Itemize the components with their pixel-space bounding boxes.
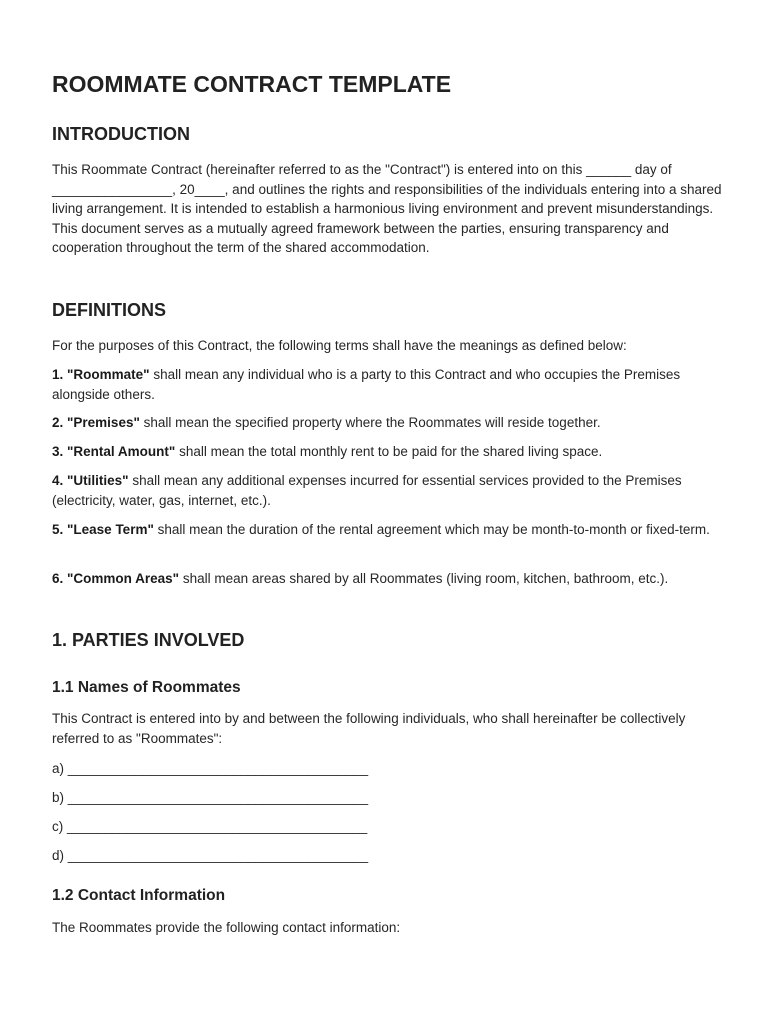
document-title: ROOMMATE CONTRACT TEMPLATE	[52, 71, 452, 97]
names-of-roommates-heading: 1.1 Names of Roommates	[52, 679, 241, 696]
contact-information-heading: 1.2 Contact Information	[52, 887, 226, 904]
roommate-blank-d: d) ________________________________________	[52, 848, 369, 863]
definition-text: shall mean any additional expenses incurred for essential services provided to the Premises (electricity, water, gas, internet, etc.).	[52, 473, 682, 508]
definition-item-roommate	[52, 365, 722, 404]
roommate-blank-a: a) ________________________________________	[52, 761, 369, 776]
definition-term: 2. "Premises"	[52, 415, 140, 430]
names-of-roommates-body: This Contract is entered into by and between the following individuals, who shall hereinafter be collectively referred to as "Roommates":	[52, 711, 686, 746]
definition-term: 1. "Roommate"	[52, 367, 150, 382]
definition-item-premises	[52, 413, 722, 433]
definition-text: shall mean the total monthly rent to be paid for the shared living space.	[175, 444, 603, 459]
definition-term: 3. "Rental Amount"	[52, 444, 176, 459]
definition-text: shall mean any individual who is a party to this Contract and who occupies the Premises alongside others.	[52, 367, 681, 402]
definition-term: 4. "Utilities"	[52, 473, 129, 488]
definitions-intro: For the purposes of this Contract, the following terms shall have the meanings as defined below:	[52, 338, 627, 353]
definition-term: 5. "Lease Term"	[52, 522, 154, 537]
introduction-heading: INTRODUCTION	[52, 124, 190, 144]
definition-item-common-areas	[52, 569, 722, 589]
definition-item-rental-amount	[52, 442, 722, 462]
roommate-blank-c: c) ________________________________________	[52, 819, 368, 834]
definition-item-utilities	[52, 471, 722, 510]
definition-text: shall mean the duration of the rental agreement which may be month-to-month or fixed-term.	[153, 522, 710, 537]
parties-heading: 1. PARTIES INVOLVED	[52, 630, 245, 650]
roommate-blank-b: b) ________________________________________	[52, 790, 369, 805]
contact-information-body: The Roommates provide the following contact information:	[52, 920, 401, 935]
introduction-body: This Roommate Contract (hereinafter referred to as the "Contract") is entered into on this ______ day of ________________, 20____, and outlines the rights and responsibilities of the individuals entering into a shared living arrangement. It is intended to establish a harmonious living environment and prevent misunderstandings. This document serves as a mutually agreed framework between the parties, ensuring transparency and cooperation throughout the term of the shared accommodation.	[52, 162, 722, 256]
definition-text: shall mean areas shared by all Roommates (living room, kitchen, bathroom, etc.).	[179, 571, 669, 586]
definition-item-lease-term	[52, 520, 722, 540]
definition-term: 6. "Common Areas"	[52, 571, 180, 586]
definitions-heading: DEFINITIONS	[52, 300, 167, 320]
definition-text: shall mean the specified property where the Roommates will reside together.	[139, 415, 601, 430]
